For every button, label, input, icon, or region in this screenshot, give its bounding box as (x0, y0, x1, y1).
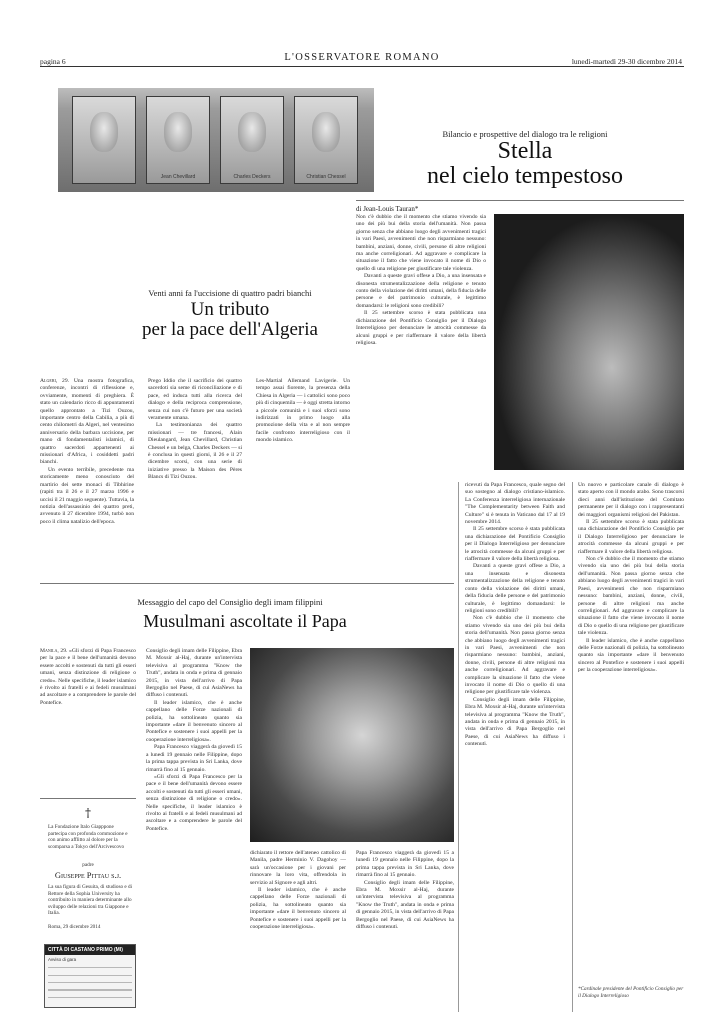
author-footnote: *Cardinale presidente del Pontificio Consiglio per il Dialogo Interreligioso (578, 986, 684, 999)
byline-rule (356, 200, 684, 201)
article-paragraph: Consiglio degli imam delle Filippine, Ebra M. Moxsir al-Haj, durante un'intervista televisiva al programma "Know the Truth", andata in onda e prima di gennaio 2015, in vista dell'arrivo di Papa Bergoglio nel Paese, di cui AsiaNews ha diffuso i contenuti. (465, 696, 565, 748)
note-rule (40, 798, 136, 799)
condolence-role: padre (82, 862, 94, 868)
article-paragraph (40, 648, 136, 707)
portrait-frame (294, 96, 358, 184)
article-paragraph: Consiglio degli imam delle Filippine, Ebra M. Moxsir al-Haj, durante un'intervista televisiva al programma "Know the Truth", andata in onda e prima di gennaio 2015, in vista dell'arrivo di Papa Bergoglio nel Paese, di cui AsiaNews ha diffuso i contenuti. (146, 648, 242, 699)
article-column (250, 850, 346, 1014)
imam-photo (250, 648, 454, 842)
article-kicker: Bilancio e prospettive del dialogo tra le religioni (442, 129, 608, 139)
article-paragraph: Davanti a queste gravi offese a Dio, a una insensata e disonesta strumentalizzazione della religione e tenuto conto della violazione dei diritti umani, della fiducia delle persone e del patrimonio culturale, è legittimo domandarsi: le religioni sono credibili? (356, 273, 486, 309)
cross-symbol: † (85, 806, 91, 820)
ad-title: CITTÀ DI CASTANO PRIMO (MI) (45, 945, 135, 955)
article-column (578, 482, 684, 982)
article-headline (400, 139, 650, 189)
lead-text: «Gli sforzi di Papa Francesco per la pace e il bene dell'umanità devono essere accolti e sostenuti da tutti gli esseri umani, senza distinzione di religione o credo». Nelle specifiche, il leader islamico è rivolto ai fratelli e ai fedeli musulmani ad ascoltare e a comprendere le parole del Pontefice. (40, 648, 136, 706)
article-paragraph: Prego Iddio che il sacrificio dei quattro sacerdoti sia seme di riconciliazione e di pace, ed induca tutti alla ricerca del dialogo e della reciproca comprensione, senza cui non c'è futuro per una società veramente umana. (148, 378, 242, 422)
article-column (356, 214, 486, 476)
article-column (40, 378, 134, 574)
article-paragraph: Non c'è dubbio che il momento che stiamo vivendo sia uno dei più bui della storia dell'umanità. Non passa giorno senza che abbiano luogo degli avvenimenti tragici in vari Paesi, avvenimenti che non risparmiano nessuno: bambini, anziani, donne, civili, persone di altre religioni ma anche correligionari. Ad aggravare e complicare la situazione il fatto che viene invocato il nome di Dio o quello di una religione per giustificare tale violenza. (356, 214, 486, 272)
article-column (40, 648, 136, 796)
portrait-caption: Christian Chessel (306, 174, 346, 180)
portrait-caption: Jean Chevillard (160, 174, 196, 180)
lead-text: Una mostra fotografica, conferenze, incontri di riflessione e, ovviamente, momenti di preghiera. È stato un calendario ricco di appuntamenti quello approntato a Tizi Ouzou, importante centro della Cabilia, a più di cento chilometri da Algeri, nel ventesimo anniversario della barbara uccisione, per mano di fondamentalisti islamici, di quattro sacerdoti appartenenti ai missionari d'Africa, i cosiddetti padri bianchi. (40, 378, 134, 466)
article-column (146, 648, 242, 1014)
article-paragraph: Il 25 settembre scorso è stata pubblicata una dichiarazione del Pontificio Consiglio per il Dialogo Interreligioso per denunciare le atrocità commesse da alcuni gruppi e per riaffermare il valore della libertà religiosa. (465, 526, 565, 563)
article-paragraph: Il leader islamico, che è anche cappellano delle Forze nazionali di polizia, ha sottolineato quanto sia importante «dare il benvenuto sincero al Pontefice e sostenere i suoi appelli per la cooperazione interreligiosa». (250, 887, 346, 931)
article-paragraph: Il leader islamico, che è anche cappellano delle Forze nazionali di polizia, ha sottolineato quanto sia importante «dare il benvenuto sincero al Pontefice e sostenere i suoi appelli per la cooperazione interreligiosa». (146, 699, 242, 743)
article-paragraph: La testimonianza dei quattro missionari — tre francesi, Alain Dieulangard, Jean Chevillard, Christian Chessel e un belga, Charles Deckers — si è conclusa in questi giorni, il 26 e il 27 dicembre scorsi, con una serie di iniziative presso la Maison des Pères Blancs di Tizi Ouzou. (148, 422, 242, 481)
advertisement-box (44, 944, 136, 1008)
header-rule (40, 66, 684, 67)
article-paragraph: Papa Francesco viaggerà da giovedì 15 a lunedì 19 gennaio nelle Filippine, dopo la prima tappa prevista in Sri Lanka, dove rimarrà fino al 15 gennaio. (146, 744, 242, 773)
article-paragraph (40, 378, 134, 467)
article-headline (80, 300, 380, 340)
article-paragraph: Il 25 settembre scorso è stata pubblicata una dichiarazione del Pontificio Consiglio per il Dialogo Interreligioso per denunciare le atrocità commesse da alcuni gruppi e per riaffermare il valore della libertà religiosa. (356, 310, 486, 346)
article-paragraph: Il leader islamico, che è anche cappellano delle Forze nazionali di polizia, ha sottolineato quanto sia importante «dare il benvenuto sincero al Pontefice e sostenere i suoi appelli per la cooperazione interreligiosa». (578, 637, 684, 674)
condolence-text: La Fondazione Italo Giapppone partecipa con profonda commozione e con animo afflitto al dolore per la scomparsa a Tokyo dell'Arcivescovo (48, 824, 128, 850)
newspaper-title: L'OSSERVATORE ROMANO (284, 52, 440, 63)
article-paragraph: Papa Francesco viaggerà da giovedì 15 a lunedì 19 gennaio nelle Filippine, dopo la prima tappa prevista in Sri Lanka, dove rimarrà fino al 15 gennaio. (356, 850, 454, 879)
article-column (256, 378, 350, 574)
dateline: Manila, 29. (40, 648, 68, 654)
portrait-frame (146, 96, 210, 184)
article-paragraph: Les-Martial Allemand Lavigerie. Un tempo assai fiorente, la presenza della Chiesa in Algeria — i cattolici sono poco più di cinquemila — è oggi stretta intorno a piccole comunità e i suoi sforzi sono indirizzati in primo luogo alla promozione della vita e al non sempre facile confronto interreligioso con il mondo islamico. (256, 378, 350, 444)
issue-date: lunedì-martedì 29-30 dicembre 2014 (571, 57, 682, 66)
article-column (148, 378, 242, 574)
ad-subtitle: Avviso di gara (48, 957, 77, 962)
headline-line: Un tributo (190, 299, 270, 320)
article-column (465, 482, 565, 1002)
ad-fine-print (45, 964, 135, 1001)
condolence-bio: La sua figura di Gesuita, di studioso e di Rettore della Sophia University ha contribuito in maniera determinante allo sviluppo delle relazioni tra Giappone e Italia. (48, 884, 132, 917)
article-paragraph: Consiglio degli imam delle Filippine, Ebra M. Moxsir al-Haj, durante un'intervista televisiva al programma "Know the Truth", andata in onda e prima di gennaio 2015, in vista dell'arrivo di Papa Bergoglio nel Paese, di cui AsiaNews ha diffuso i contenuti. (356, 879, 454, 931)
article-paragraph: Il 25 settembre scorso è stata pubblicata una dichiarazione del Pontificio Consiglio per il Dialogo Interreligioso per denunciare le atrocità commesse da alcuni gruppi e per riaffermare il valore della libertà religiosa. (578, 519, 684, 555)
article-paragraph: Non c'è dubbio che il momento che stiamo vivendo sia uno dei più bui della storia dell'umanità. Non passa giorno senza che abbiano luogo degli avvenimenti tragici in vari Paesi, avvenimenti che non risparmiano nessuno: bambini, anziani, donne, civili, persone di altre religioni ma anche correligionari. Ad aggravare e complicare la situazione il fatto che viene invocato il nome di Dio o quello di una religione per giustificare tale violenza. (578, 556, 684, 637)
article-paragraph: ricevuti da Papa Francesco, quale segno del suo sostegno al dialogo cristiano-islamico. La Conferenza interreligiosa internazionale "The Complementarity between Faith and Culture" si è tenuta in Vaticano dal 17 al 19 novembre 2014. (465, 482, 565, 526)
portrait-frame (72, 96, 136, 184)
section-rule (40, 583, 454, 584)
article-paragraph: «Gli sforzi di Papa Francesco per la pace e il bene dell'umanità devono essere accolti e sostenuti da tutti gli esseri umani, senza distinzione di religione o credo». Nelle specifiche, il leader islamico è rivolto ai fratelli e ai fedeli musulmani ad ascoltare e a comprendere le parole del Pontefice. (146, 773, 242, 832)
portrait-frame (220, 96, 284, 184)
headline-line: nel cielo tempestoso (427, 163, 623, 190)
portraits-photo (58, 88, 374, 192)
page-number: pagina 6 (40, 57, 66, 66)
column-divider (572, 482, 573, 1012)
article-paragraph: Davanti a queste gravi offese a Dio, a una insensata e disonesta strumentalizzazione della religione e tenuto conto della violazione dei diritti umani, della fiducia delle persone e del patrimonio culturale, è legittimo domandarsi: le religioni sono credibili? (465, 563, 565, 614)
article-paragraph: Un evento terribile, precedente ma storicamente meno conosciuto del martirio dei sette monaci di Tibhirine (rapiti tra il 26 e il 27 marzo 1996 e uccisi il 21 maggio seguente). Tuttavia, la notizia dell'assassinio dei quattro preti, avvenuto il 27 dicembre 1994, turbò non poco il clima natalizio dell'epoca. (40, 466, 134, 525)
article-paragraph: dichiarato il rettore dell'ateneo cattolico di Manila, padre Herminio V. Dagohoy — sarà un'occasione per i giovani per rinnovare la loro vita, offrendola in servizio al Signore e agli altri. (250, 850, 346, 886)
article-column (356, 850, 454, 1014)
column-divider (458, 482, 459, 1012)
woman-praying-photo (494, 214, 684, 470)
byline: di Jean-Louis Tauran* (356, 205, 419, 213)
condolence-date: Roma, 29 dicembre 2014 (48, 924, 101, 930)
article-kicker: Venti anni fa l'uccisione di quattro padri bianchi (148, 288, 312, 298)
headline-line: per la pace dell'Algeria (142, 318, 318, 340)
condolence-name: Giuseppe Pittau s.j. (54, 870, 122, 880)
article-paragraph: Un nuovo e particolare canale di dialogo è stato aperto con il mondo arabo. Sono trascorsi dieci anni dall'istituzione del Comitato permanente per il dialogo con i rappresentanti dei maggiori organismi religiosi del Pakistan. (578, 482, 684, 518)
article-paragraph: Non c'è dubbio che il momento che stiamo vivendo sia uno dei più bui della storia dell'umanità. Non passa giorno senza che abbiano luogo degli avvenimenti tragici in vari Paesi, avvenimenti che non risparmiano nessuno: bambini, anziani, donne, civili, persone di altre religioni ma anche correligionari. Ad aggravare e complicare la situazione il fatto che viene invocato il nome di Dio o quello di una religione per giustificare tale violenza. (465, 615, 565, 696)
article-headline: Musulmani ascoltate il Papa (143, 611, 347, 631)
dateline: Algeri, 29. (40, 378, 70, 384)
portrait-caption: Charles Deckers (233, 174, 271, 180)
article-kicker: Messaggio del capo del Consiglio degli imam filippini (137, 597, 323, 607)
headline-line: Stella (497, 138, 553, 164)
